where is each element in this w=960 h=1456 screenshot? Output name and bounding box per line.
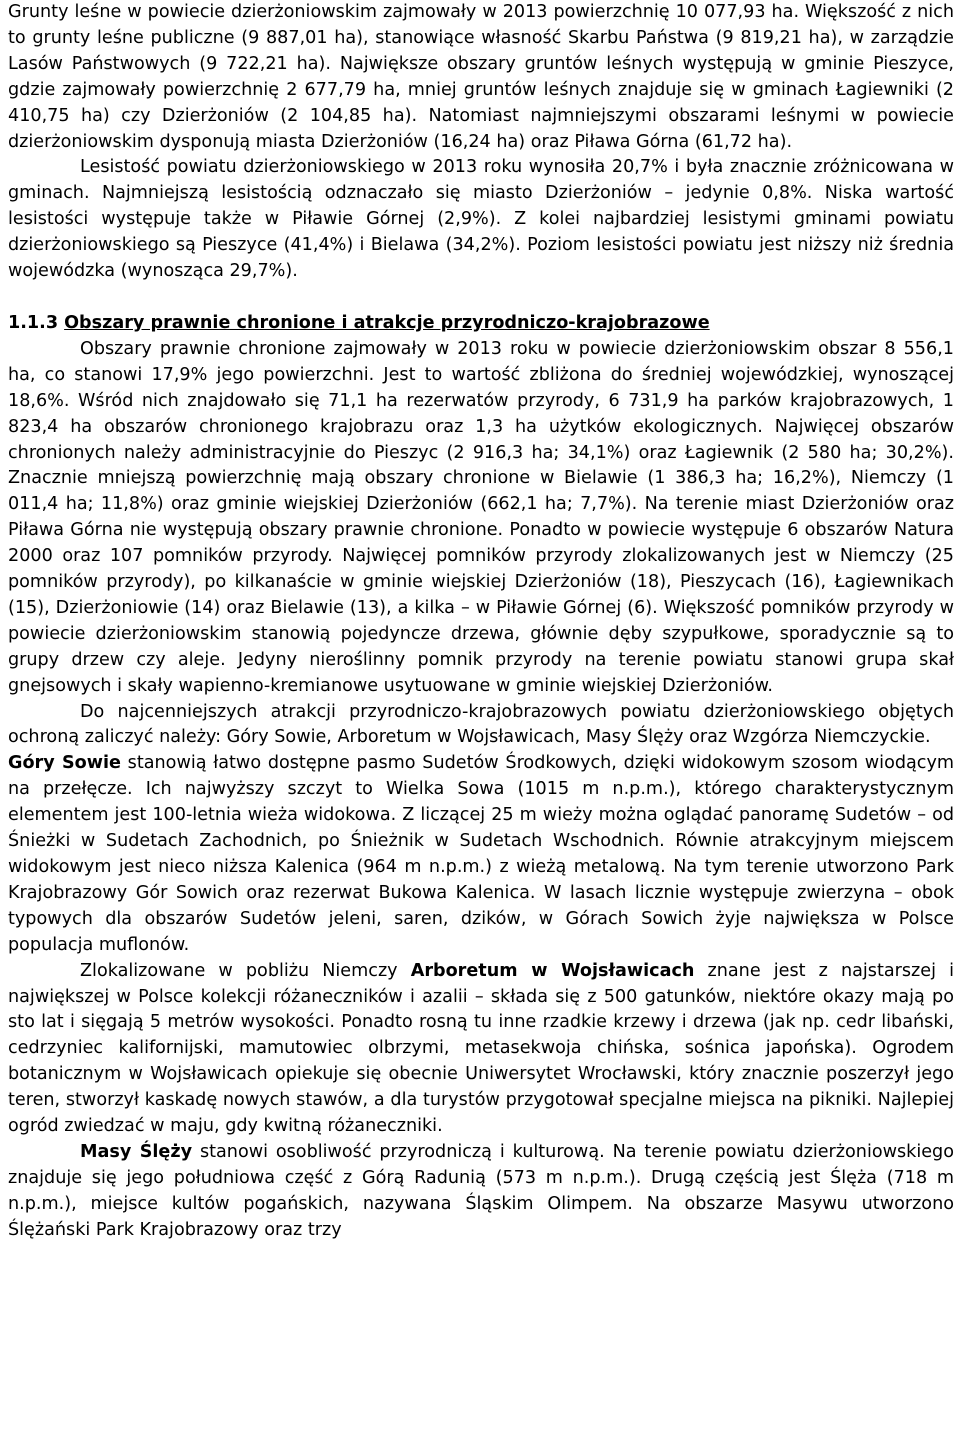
paragraph-forest-land-text: Grunty leśne w powiecie dzierżoniowskim zajmowały w 2013 powierzchnię 10 077,93 ha. Większość z nich to grunty leśne publiczne (9 887,01 ha), stanowiące własność Skarbu Państwa (9 819,21 ha), w zarządzie Lasów Państwowych (9 722,21 ha). Największe obszary gruntów leśnych występują w gminie Pieszyce, gdzie zajmowały powierzchnię 2 677,79 ha, mniej gruntów leśnych znajduje się w gminach Łagiewniki (2 410,75 ha) czy Dzierżoniów (2 104,85 ha). Natomiast najmniejszymi obszarami leśnymi w powiecie dzierżoniowskim dysponują miasta Dzierżoniów (16,24 ha) oraz Piława Górna (61,72 ha). bbox=[8, 2, 954, 152]
paragraph-attractions-text: Do najcenniejszych atrakcji przyrodniczo-krajobrazowych powiatu dzierżoniowskiego objętych ochroną zaliczyć należy: Góry Sowie, Arboretum w Wojsławicach, Masy Ślęży oraz Wzgórza Niemczyckie. bbox=[8, 701, 954, 748]
paragraph-protected-areas-text: Obszary prawnie chronione zajmowały w 2013 roku w powiecie dzierżoniowskim obszar 8 556,1 ha, co stanowi 17,9% jego powierzchni. Jest to wartość zbliżona do średniej wojewódzkiej, wynoszącej 18,6%. Wśród nich znajdowało się 71,1 ha rezerwatów przyrody, 6 731,9 ha parków krajobrazowych, 1 823,4 ha obszarów chronionego krajobrazu oraz 1,3 ha użytków ekologicznych. Najwięcej obszarów chronionych należy administracyjnie do Pieszyc (2 916,3 ha; 34,1%) oraz Łagiewnik (2 580 ha; 30,2%). Znacznie mniejszą powierzchnię mają obszary chronione w Bielawie (1 386,3 ha; 16,2%), Niemczy (1 011,4 ha; 11,8%) oraz gminie wiejskiej Dzierżoniów (662,1 ha; 7,7%). Na terenie miast Dzierżoniów oraz Piława Górna nie występują obszary prawnie chronione. Ponadto w powiecie występuje 6 obszarów Natura 2000 oraz 107 pomników przyrody. Najwięcej pomników przyrody zlokalizowanych jest w Niemczy (25 pomników przyrody), po kilkanaście w gminie wiejskiej Dzierżoniów (18), Pieszycach (16), Łagiewnikach (15), Dzierżoniowie (14) oraz Bielawie (13), a kilka – w Piławie Górnej (6). Większość pomników przyrody w powiecie dzierżoniowskim stanowią pojedyncze drzewa, głównie dęby szypułkowe, sporadycznie są to grupy drzew czy aleje. Jedyny nieroślinny pomnik przyrody na terenie powiatu stanowi grupa skał gnejsowych i skały wapienno-kremianowe usytuowane w gminie wiejskiej Dzierżoniów. bbox=[8, 338, 954, 696]
paragraph-gory-sowie-text: stanowią łatwo dostępne pasmo Sudetów Środkowych, dzięki widokowym szosom wiodącym na przełęcze. Ich najwyższy szczyt to Wielka Sowa (1015 m n.p.m.), którego charakterystycznym elementem jest 100-letnia wieża widokowa. Z liczącej 25 m wieży można oglądać panoramę Sudetów – od Śnieżki w Sudetach Zachodnich, po Śnieżnik w Sudetach Wschodnich. Równie atrakcyjnym miejscem widokowym jest nieco niższa Kalenica (964 m n.p.m.) z wieżą metalową. Na tym terenie utworzono Park Krajobrazowy Gór Sowich oraz rezerwat Bukowa Kalenica. W lasach licznie występuje zwierzyna – obok typowych dla obszarów Sudetów jeleni, saren, dzików, w Górach Sowich żyje największa w Polsce populacja muflonów. bbox=[8, 753, 954, 955]
gory-sowie-bold: Góry Sowie bbox=[8, 753, 121, 774]
paragraph-forest-cover-text: Lesistość powiatu dzierżoniowskiego w 2013 roku wynosiła 20,7% i była znacznie zróżnicowana w gminach. Najmniejszą lesistością odznaczało się miasto Dzierżoniów – jedynie 0,8%. Niska wartość lesistości występuje także w Piławie Górnej (2,9%). Z kolei najbardziej lesistymi gminami powiatu dzierżoniowskiego są Pieszyce (41,4%) i Bielawa (34,2%). Poziom lesistości powiatu jest niższy niż średnia wojewódzka (wynosząca 29,7%). bbox=[8, 157, 954, 282]
paragraph-attractions bbox=[8, 700, 954, 752]
paragraph-arboretum-before: Zlokalizowane w pobliżu Niemczy bbox=[80, 960, 411, 981]
arboretum-bold: Arboretum w Wojsławicach bbox=[410, 960, 695, 981]
paragraph-masy-slezy-text: stanowi osobliwość przyrodniczą i kulturową. Na terenie powiatu dzierżoniowskiego znajduje się jego południowa część z Górą Radunią (573 m n.p.m.). Drugą częścią jest Ślęża (718 m n.p.m.), miejsce kultów pogańskich, nazywana Śląskim Olimpem. Na obszarze Masywu utworzono Ślężański Park Krajobrazowy oraz trzy bbox=[8, 1141, 954, 1240]
masy-slezy-bold: Masy Ślęży bbox=[80, 1141, 193, 1162]
section-number: 1.1.3 bbox=[8, 312, 59, 333]
paragraph-masy-slezy bbox=[8, 1140, 954, 1244]
paragraph-arboretum-after: znane jest z najstarszej i największej w Polsce kolekcji różaneczników i azalii – składa się z 500 gatunków, niektóre okazy mają po sto lat i sięgają 5 metrów wysokości. Ponadto rosną tu inne rzadkie krzewy i drzewa (jak np. cedr libański, cedrzyniec kalifornijski, mamutowiec olbrzymi, metasekwoja chińska, sośnica japońska). Ogrodem botanicznym w Wojsławicach opiekuje się obecnie Uniwersytet Wrocławski, który znacznie poszerzył jego teren, stworzył kaskadę nowych stawów, a dla turystów przygotował specjalne miejsca na pikniki. Najlepiej ogród zwiedzać w maju, gdy kwitną różaneczniki. bbox=[8, 960, 954, 1137]
section-title: Obszary prawnie chronione i atrakcje przyrodniczo-krajobrazowe bbox=[64, 312, 710, 333]
paragraph-arboretum bbox=[8, 959, 954, 1140]
paragraph-forest-land bbox=[8, 0, 954, 155]
paragraph-forest-cover bbox=[8, 155, 954, 285]
paragraph-protected-areas bbox=[8, 337, 954, 700]
document-page bbox=[8, 0, 954, 1244]
section-heading bbox=[8, 311, 954, 337]
paragraph-gory-sowie bbox=[8, 751, 954, 958]
